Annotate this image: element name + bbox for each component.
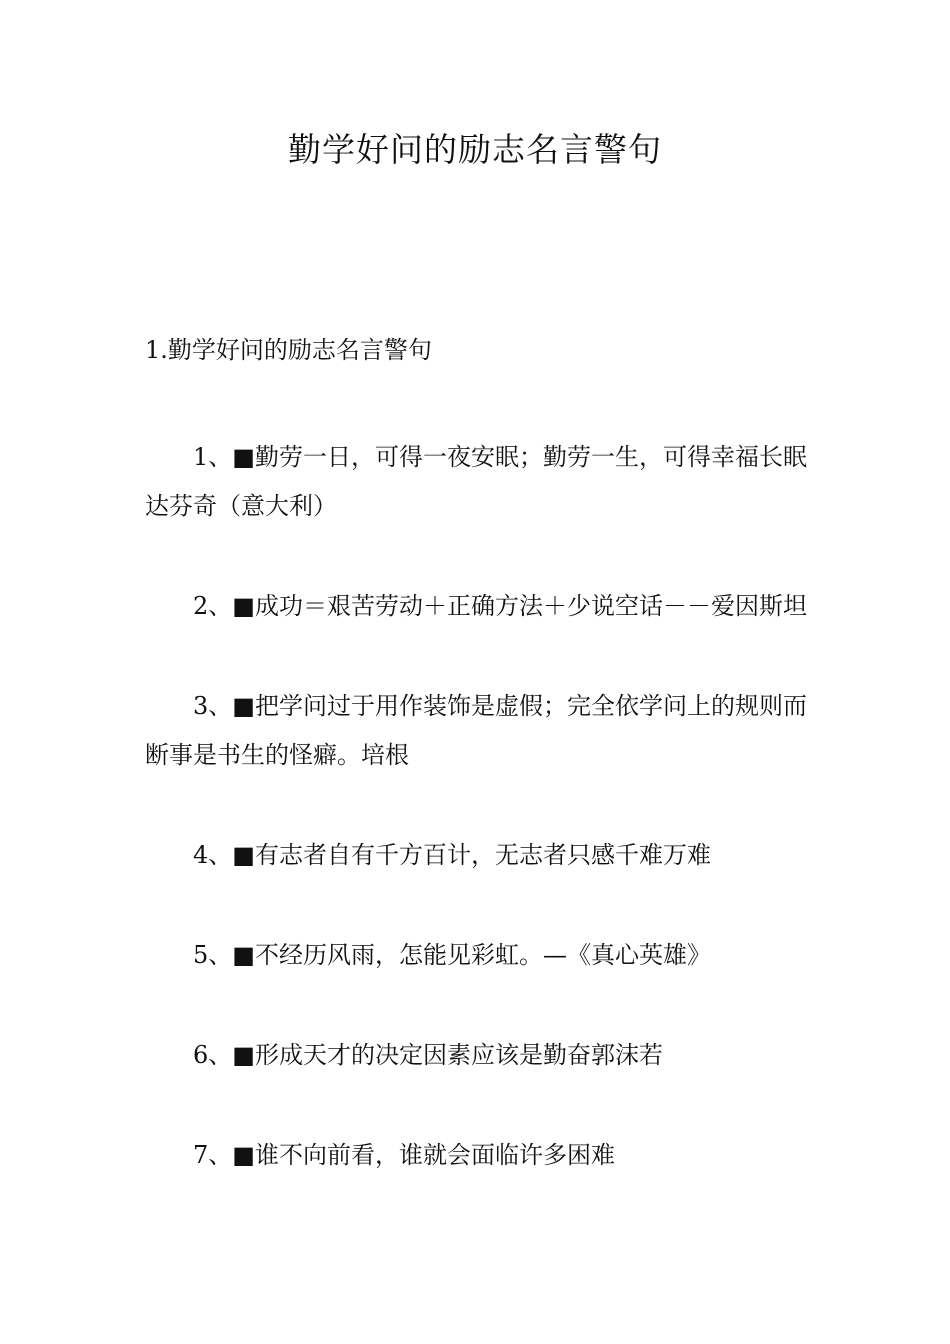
section-heading: 1.勤学好问的励志名言警句 [145, 336, 432, 364]
quote-item-6: 6、■形成天才的决定因素应该是勤奋郭沫若 [193, 1041, 663, 1069]
document-title: 勤学好问的励志名言警句 [288, 130, 662, 169]
quote-item-1: 1、■勤劳一日，可得一夜安眠；勤劳一生，可得幸福长眠达芬奇（意大利） [145, 443, 807, 520]
quote-item-3: 3、■把学问过于用作装饰是虚假；完全依学问上的规则而断事是书生的怪癖。培根 [145, 692, 807, 769]
quote-item-7: 7、■谁不向前看，谁就会面临许多困难 [193, 1141, 615, 1169]
quote-item-5: 5、■不经历风雨，怎能见彩虹。—《真心英雄》 [193, 941, 711, 969]
quote-list [145, 433, 807, 1231]
quote-item-2: 2、■成功＝艰苦劳动＋正确方法＋少说空话－－爱因斯坦 [193, 592, 807, 620]
quote-item-4: 4、■有志者自有千方百计，无志者只感千难万难 [193, 841, 711, 869]
